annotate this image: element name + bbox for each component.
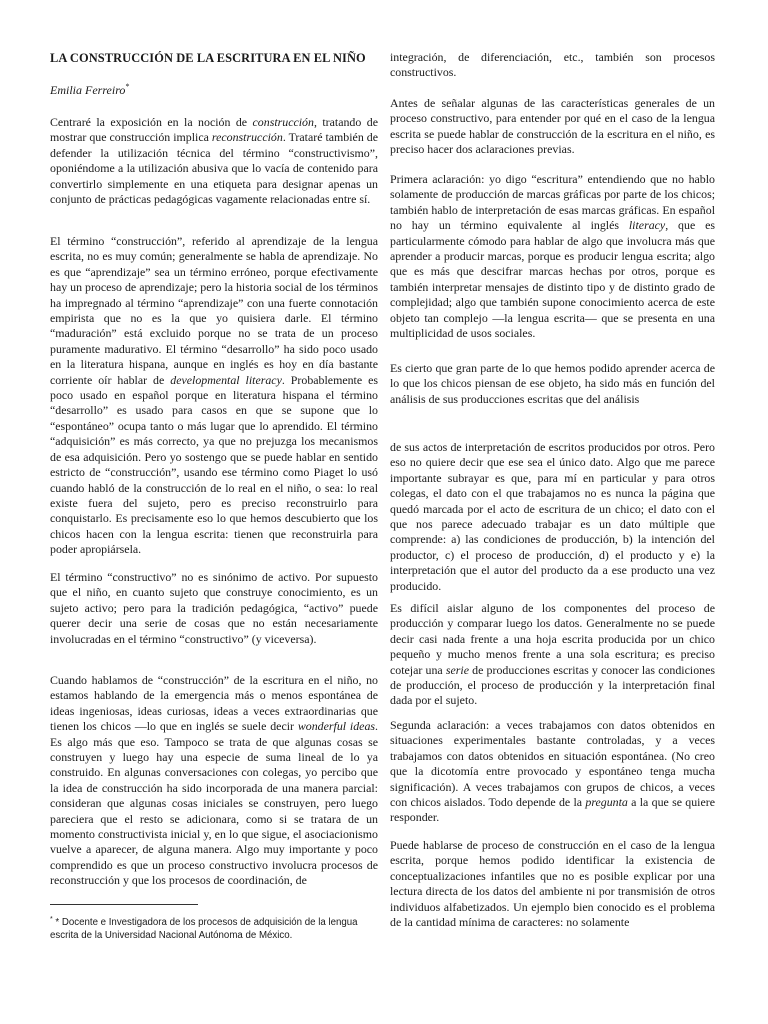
text-run: , que es particularmente cómodo para hablar de algo que involucra más que aprender a producir marcas, porque es producir lengua escrita; algo que es más que descifrar marcas hechas por otros, porque es también interpretar mensajes de distinto tipo y de distinto grado de complejidad; algo que también supone conocimiento acerca de este objeto tan complejo —la lengua escrita— que se presenta en una multiplicidad de usos sociales. [390, 218, 716, 341]
emphasis-text: reconstrucción [211, 130, 283, 145]
paragraph [390, 50, 715, 81]
text-run: Centraré la exposición en la noción de [50, 115, 253, 129]
paragraph [50, 234, 378, 558]
footnote-separator [50, 904, 198, 905]
emphasis-text: construcción [252, 115, 314, 129]
footnote [50, 914, 380, 942]
emphasis-text: literacy [628, 218, 666, 233]
text-run: . Trataré también de defender la utilización técnica del término “constructivismo”, oponiéndome a la utilización abusiva que lo vacía de contenido para convertirlo simplemente en una etiqueta para designar apenas un conjunto de prácticas pedagógicas vagamente relacionadas entre sí. [50, 130, 379, 207]
text-run: de sus actos de interpretación de escritos producidos por otros. Pero eso no quiere decir que ese sea el único dato. Algo que me parece importante subrayar es que, para mí en particular y para otros colegas, el dato con el que trabajamos no es nunca la página que quedó marcada por el acto de escritura de un chico; el dato con el que nos parece adecuado trabajar es un dato múltiple que comprende: a) las condiciones de producción, b) la intención del productor, c) el proceso de producción, d) el producto y e) la interpretación que el autor del producto da a ese producto una vez producido. [390, 440, 715, 593]
document-title: LA CONSTRUCCIÓN DE LA ESCRITURA EN EL NIÑO [50, 51, 366, 65]
text-run: El término “constructivo” no es sinónimo de activo. Por supuesto que el niño, en cuanto sujeto que construye conocimiento, es un sujeto activo; pero para la tradición pedagógica, “activo” puede querer decir una serie de cosas que no están necesariamente involucradas en el término “constructivo” (y viceversa). [50, 570, 378, 646]
emphasis-text: serie [445, 662, 469, 677]
text-run: integración, de diferenciación, etc., también son procesos constructivos. [390, 50, 715, 80]
author-footnote-mark: * [125, 82, 130, 91]
paragraph [50, 570, 378, 647]
text-run: Antes de señalar algunas de las características generales de un proceso constructivo, para entender por qué en el caso de la lengua escrita se puede hablar de construcción de la escritura en el niño, es preciso hacer dos aclaraciones previas. [390, 96, 715, 157]
paragraph [50, 673, 378, 889]
text-run: Es cierto que gran parte de lo que hemos podido aprender acerca de lo que los chicos piensan de ese objeto, ha sido más en función del análisis de sus producciones escritas que del análisis [390, 361, 715, 406]
paragraph [390, 361, 715, 407]
text-run: Puede hablarse de proceso de construcción en el caso de la lengua escrita, porque hemos podido identificar la existencia de conceptualizaciones infantiles que no es posible explicar por una lectura directa de los datos del ambiente ni por transmisión de otros individuos alfabetizados. Un ejemplo bien conocido es el problema de la cantidad mínima de caracteres: no solamente [390, 838, 715, 930]
text-run: Cuando hablamos de “construcción” de la escritura en el niño, no estamos hablando de la emergencia más o menos espontánea de ideas ingeniosas, ideas curiosas, ideas a veces extraordinarias que tienen los chicos —lo que en inglés se suele decir [50, 673, 378, 734]
footnote-text: * Docente e Investigadora de los procesos de adquisición de la lengua escrita de la Universidad Nacional Autónoma de México. [50, 917, 358, 941]
emphasis-text: wonderful ideas [297, 719, 376, 734]
text-run: Primera aclaración: yo digo “escritura” entendiendo que no hablo solamente de producción de marcas gráficas por parte de los chicos; también hablo de interpretación de esas marcas gráficas. En español no hay un término equivalente al inglés [390, 172, 715, 233]
paragraph [50, 115, 378, 207]
text-run: Es difícil aislar alguno de los componentes del proceso de producción y comparar luego los datos. Generalmente no se puede decir casi nada frente a una hoja escrita producida por un chico pequeño y mucho menos frente a una sola escritura; es preciso cotejar una [390, 601, 715, 677]
footnote-mark: * [50, 916, 53, 923]
paragraph [390, 172, 715, 341]
text-run: a la que se quiere responder. [390, 795, 715, 825]
paragraph [390, 601, 715, 709]
text-run: , tratando de mostrar que construcción implica [50, 115, 378, 145]
paragraph [390, 440, 715, 594]
author-name: Emilia Ferreiro [50, 83, 126, 97]
text-run: . Es algo más que eso. Tampoco se trata de que algunas cosas se construyen y luego hay una especie de suma lineal de lo ya construido. En algunas conversaciones con colegas, yo percibo que la idea de construcción ha sido incorporada de una manera parcial: consideran que algunas cosas iniciales se construyen, pero luego pareciera que el resto se adicionara, como si se tratara de un momento constructivista inicial y, en lo que sigue, el asociacionismo vuelve a aparecer, de alguna manera. Algo muy importante y poco comprendido es que un proceso constructivo involucra procesos de reconstrucción y que los procesos de coordinación, de [50, 719, 379, 888]
emphasis-text: developmental literacy [170, 372, 282, 387]
paragraph [390, 838, 715, 930]
text-run: . Probablemente es poco usado en español porque en literatura hispana el término “desarrollo” es usado para casos en que se supone que lo “espontáneo” ocupa tanto o más lugar que lo aprendido. El término “adquisición” es más correcto, ya que no prejuzga los mecanismos de esa adquisición. Pero yo sostengo que se puede hablar en sentido estricto de “construcción”, usando ese término como Piaget lo usó cuando habló de la construcción de lo real en el niño, o sea: lo real existe fuera del sujeto, pero es preciso reconstruirlo para conquistarlo. Es precisamente eso lo que hemos descubierto que los chicos hacen con la lengua escrita: tienen que reconstruirla para poder apropiársela. [50, 372, 378, 557]
text-run: El término “construcción”, referido al aprendizaje de la lengua escrita, no es muy común; generalmente se habla de aprendizaje. No es que “aprendizaje” sea un término erróneo, porque efectivamente hay un proceso de aprendizaje; pero la historia social de los términos ha impregnado al término “aprendizaje” con una fuerte connotación empirista que no es la que yo quisiera darle. El término “maduración” está excluido porque no se trata de un proceso puramente madurativo. El término “desarrollo” ha sido poco usado en la literatura hispana, aunque en inglés es hoy en día bastante corriente oír hablar de [50, 234, 378, 387]
paragraph [390, 96, 715, 158]
text-run: de producciones escritas y conocer las condiciones de producción, el proceso de producción y la interpretación final dada por el sujeto. [390, 662, 715, 708]
paragraph [390, 718, 715, 826]
emphasis-text: pregunta [585, 795, 628, 810]
author-line [50, 82, 129, 98]
text-run: Segunda aclaración: a veces trabajamos con datos obtenidos en situaciones experimentales bastante controladas, y a veces trabajamos con datos obtenidos en situación espontánea. (No creo que la dicotomía entre provocado y espontáneo tenga mucha significación). A veces trabajamos con grupos de chicos, a veces con chicos aislados. Todo depende de la [390, 718, 715, 810]
